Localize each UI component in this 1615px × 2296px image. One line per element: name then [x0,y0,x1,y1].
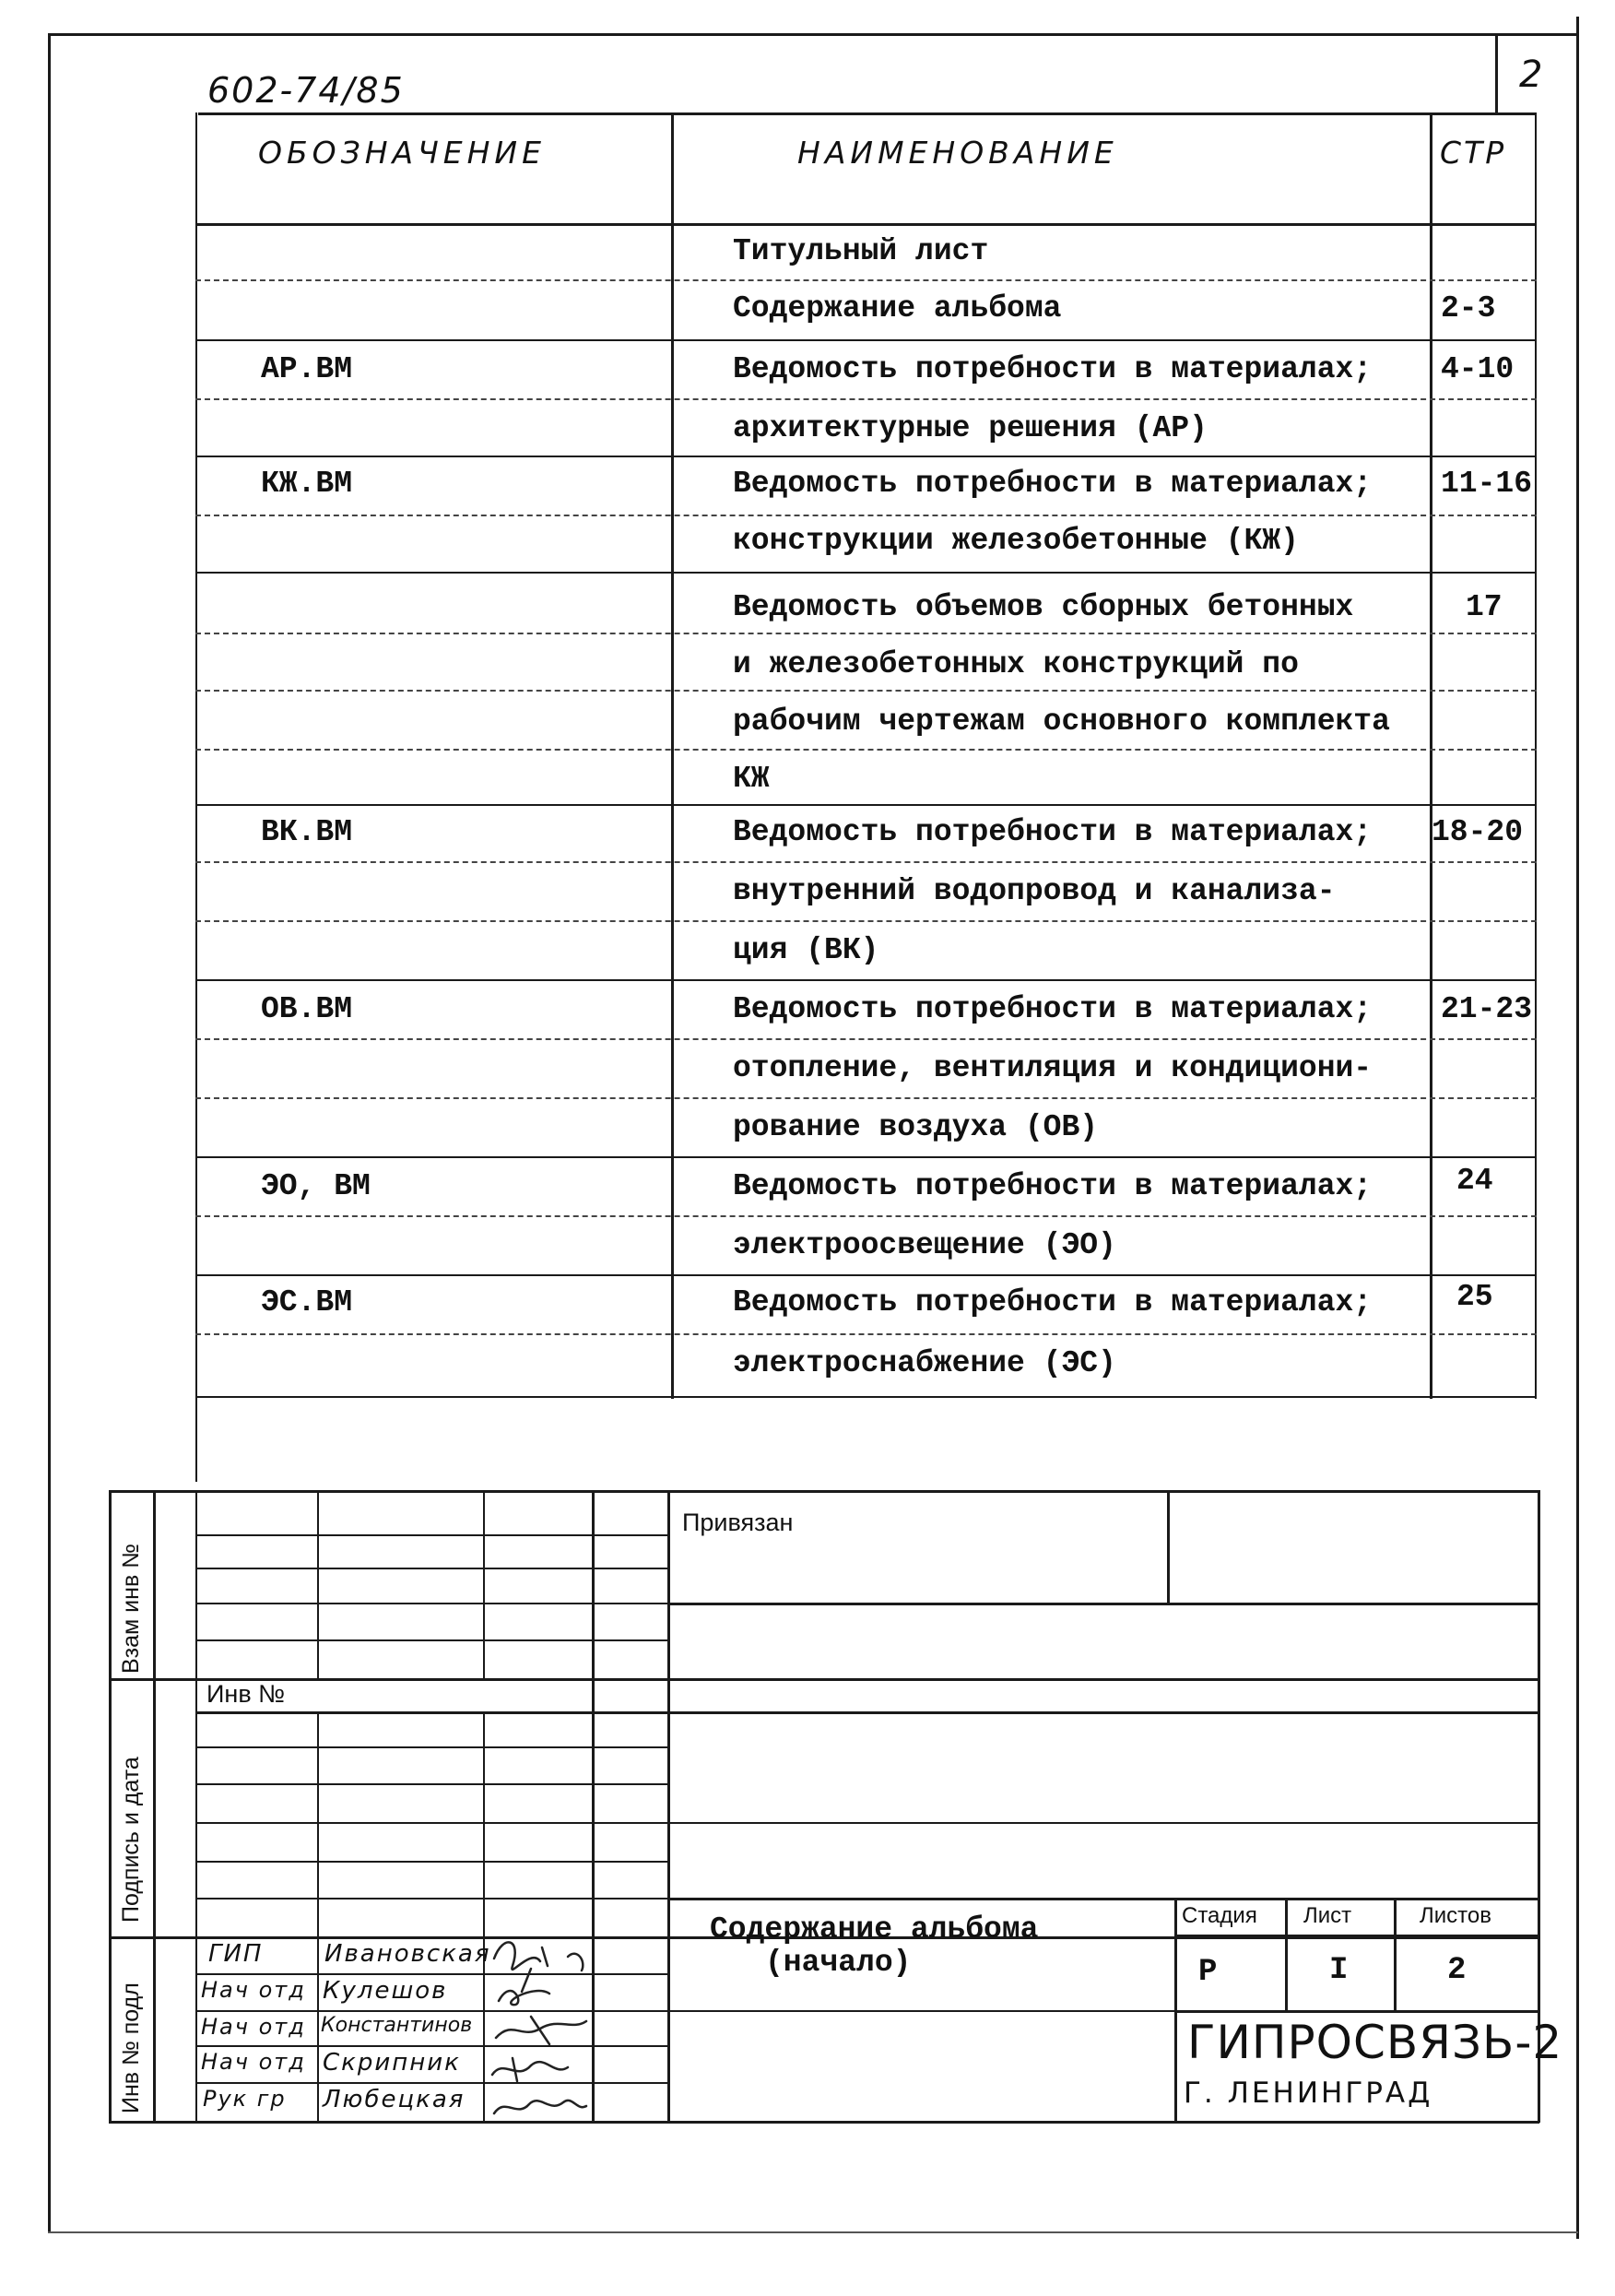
row-name-line: рабочим чертежам основного комплекта [733,704,1390,739]
stamp-line [1167,1490,1170,1603]
row-separator [195,633,1537,634]
sheets-label: Листов [1420,1903,1491,1928]
signer-role: Нач отд [201,1977,306,2003]
stamp-line [667,1898,1539,1900]
row-name-line: Ведомость потребности в материалах; [733,352,1373,386]
stage-label: Стадия [1182,1903,1257,1928]
row-name-line: внутренний водопровод и канализа- [733,874,1336,908]
row-code: ЭО, ВМ [261,1169,371,1203]
stamp-line [667,1822,1539,1824]
stamp-line [109,1490,1539,1493]
row-page: 18-20 [1432,815,1524,849]
table-line [1430,112,1432,1399]
signer-role: Нач отд [201,2049,306,2075]
stamp-line [195,1783,669,1785]
row-page: 2-3 [1441,291,1496,325]
group-separator [195,1396,1537,1398]
sheet-label: Лист [1303,1903,1352,1928]
stage-value: Р [1198,1955,1218,1990]
stamp-line [195,1861,669,1863]
privyazan-label: Привязан [682,1509,794,1536]
group-separator [195,1156,1537,1158]
frame-bottom [48,2231,1578,2233]
row-name-line: конструкции железобетонные (КЖ) [733,524,1299,558]
row-page: 11-16 [1441,467,1533,501]
group-separator [195,804,1537,806]
stamp-line [195,1534,669,1536]
stamp-line [317,1711,319,2123]
stamp-line [109,1936,201,1939]
code-underline [198,112,1535,115]
frame-top [48,33,1578,36]
stamp-line [109,1490,112,2123]
row-page: 24 [1456,1164,1493,1198]
row-code: ЭС.ВМ [261,1285,353,1320]
row-name-line: Ведомость потребности в материалах; [733,815,1373,849]
signer-name: Любецкая [323,2086,466,2113]
row-name-line: Содержание альбома [733,291,1062,325]
row-code: АР.ВМ [261,352,353,386]
group-separator [195,456,1537,457]
row-name-line: ция (ВК) [733,933,879,967]
group-separator [195,572,1537,574]
row-page: 17 [1466,590,1503,624]
stamp-line [195,1568,669,1569]
row-name-line: Ведомость потребности в материалах; [733,1285,1373,1320]
stamp-line [1174,2010,1539,2013]
row-name-line: отопление, вентиляция и кондициони- [733,1051,1373,1085]
row-separator [195,515,1537,516]
signatures [485,1929,669,2123]
sheet-value: I [1329,1953,1349,1988]
signer-name: Константинов [321,2014,473,2037]
stamp-line [109,2121,1539,2124]
org-name: ГИПРОСВЯЗЬ-2 [1187,2016,1563,2069]
row-separator [195,861,1537,863]
row-separator [195,1333,1537,1335]
stamp-line [667,1603,1539,1605]
side-label-signature: Подпись и дата [118,1757,144,1923]
stamp-line [153,1490,156,2123]
row-name-line: Титульный лист [733,234,989,268]
row-separator [195,690,1537,692]
row-code: ВК.ВМ [261,815,353,849]
group-separator [195,1274,1537,1276]
table-line [671,112,674,1399]
stamp-line [1174,1935,1539,1936]
side-label-inv: Инв № подл [118,1982,144,2113]
row-separator [195,920,1537,922]
signer-role: Рук гр [203,2086,287,2112]
row-name-line: электроснабжение (ЭС) [733,1346,1116,1380]
row-page: 21-23 [1441,992,1533,1026]
signer-role: Нач отд [201,2014,306,2040]
group-separator [195,979,1537,981]
document-code: 602-74/85 [207,70,405,111]
row-separator [195,1097,1537,1099]
side-label-vzam: Взам инв № [118,1544,144,1674]
signer-name: Ивановская [324,1940,491,1968]
header-designation: ОБОЗНАЧЕНИЕ [258,135,546,171]
stamp-line [483,1490,485,1678]
frame-left [48,33,51,2233]
signer-name: Скрипник [323,2049,461,2077]
header-name: НАИМЕНОВАНИЕ [797,135,1118,171]
row-name-line: Ведомость потребности в материалах; [733,467,1373,501]
sheets-value: 2 [1447,1953,1467,1988]
row-separator [195,749,1537,751]
stamp-title-line1: Содержание альбома [710,1912,1039,1947]
stamp-line [195,1898,669,1900]
stamp-line [109,1678,1539,1681]
row-page: 25 [1456,1280,1493,1314]
inv-no-label: Инв № [206,1680,286,1708]
stamp-line [1285,1898,1288,2010]
stamp-line [667,2010,1176,2012]
stamp-line [195,1639,669,1641]
row-name-line: и железобетонных конструкций по [733,647,1299,681]
signer-name: Кулешов [323,1977,448,2005]
row-name-line: рование воздуха (ОВ) [733,1110,1099,1144]
stamp-line [195,1490,197,2123]
stamp-line [195,1603,669,1604]
sheet-number: 2 [1519,53,1545,96]
stamp-title-line2: (начало) [765,1946,912,1980]
row-separator [195,279,1537,281]
row-page: 4-10 [1441,352,1515,386]
row-name-line: Ведомость объемов сборных бетонных [733,590,1354,624]
stamp-line [195,1711,1539,1714]
stamp-line [317,1490,319,1678]
frame-right [1576,17,1579,2239]
signer-role: ГИП [208,1940,264,1968]
row-name-line: электроосвещение (ЭО) [733,1228,1116,1262]
row-separator [195,398,1537,400]
table-line [1535,112,1537,1399]
row-separator [195,1038,1537,1040]
stamp-line [1394,1898,1397,2010]
row-name-line: архитектурные решения (АР) [733,411,1208,445]
row-separator [195,1215,1537,1217]
table-line [195,112,197,1482]
sheet-number-box-left [1495,33,1498,112]
row-name-line: Ведомость потребности в материалах; [733,1169,1373,1203]
stamp-line [195,1746,669,1748]
org-city: Г. ЛЕНИНГРАД [1184,2077,1433,2110]
table-line [195,223,1537,226]
row-name-line: КЖ [733,762,770,796]
group-separator [195,339,1537,341]
row-code: ОВ.ВМ [261,992,353,1026]
stamp-line [195,1822,669,1824]
header-page: СТР [1440,135,1507,171]
row-code: КЖ.ВМ [261,467,353,501]
row-name-line: Ведомость потребности в материалах; [733,992,1373,1026]
